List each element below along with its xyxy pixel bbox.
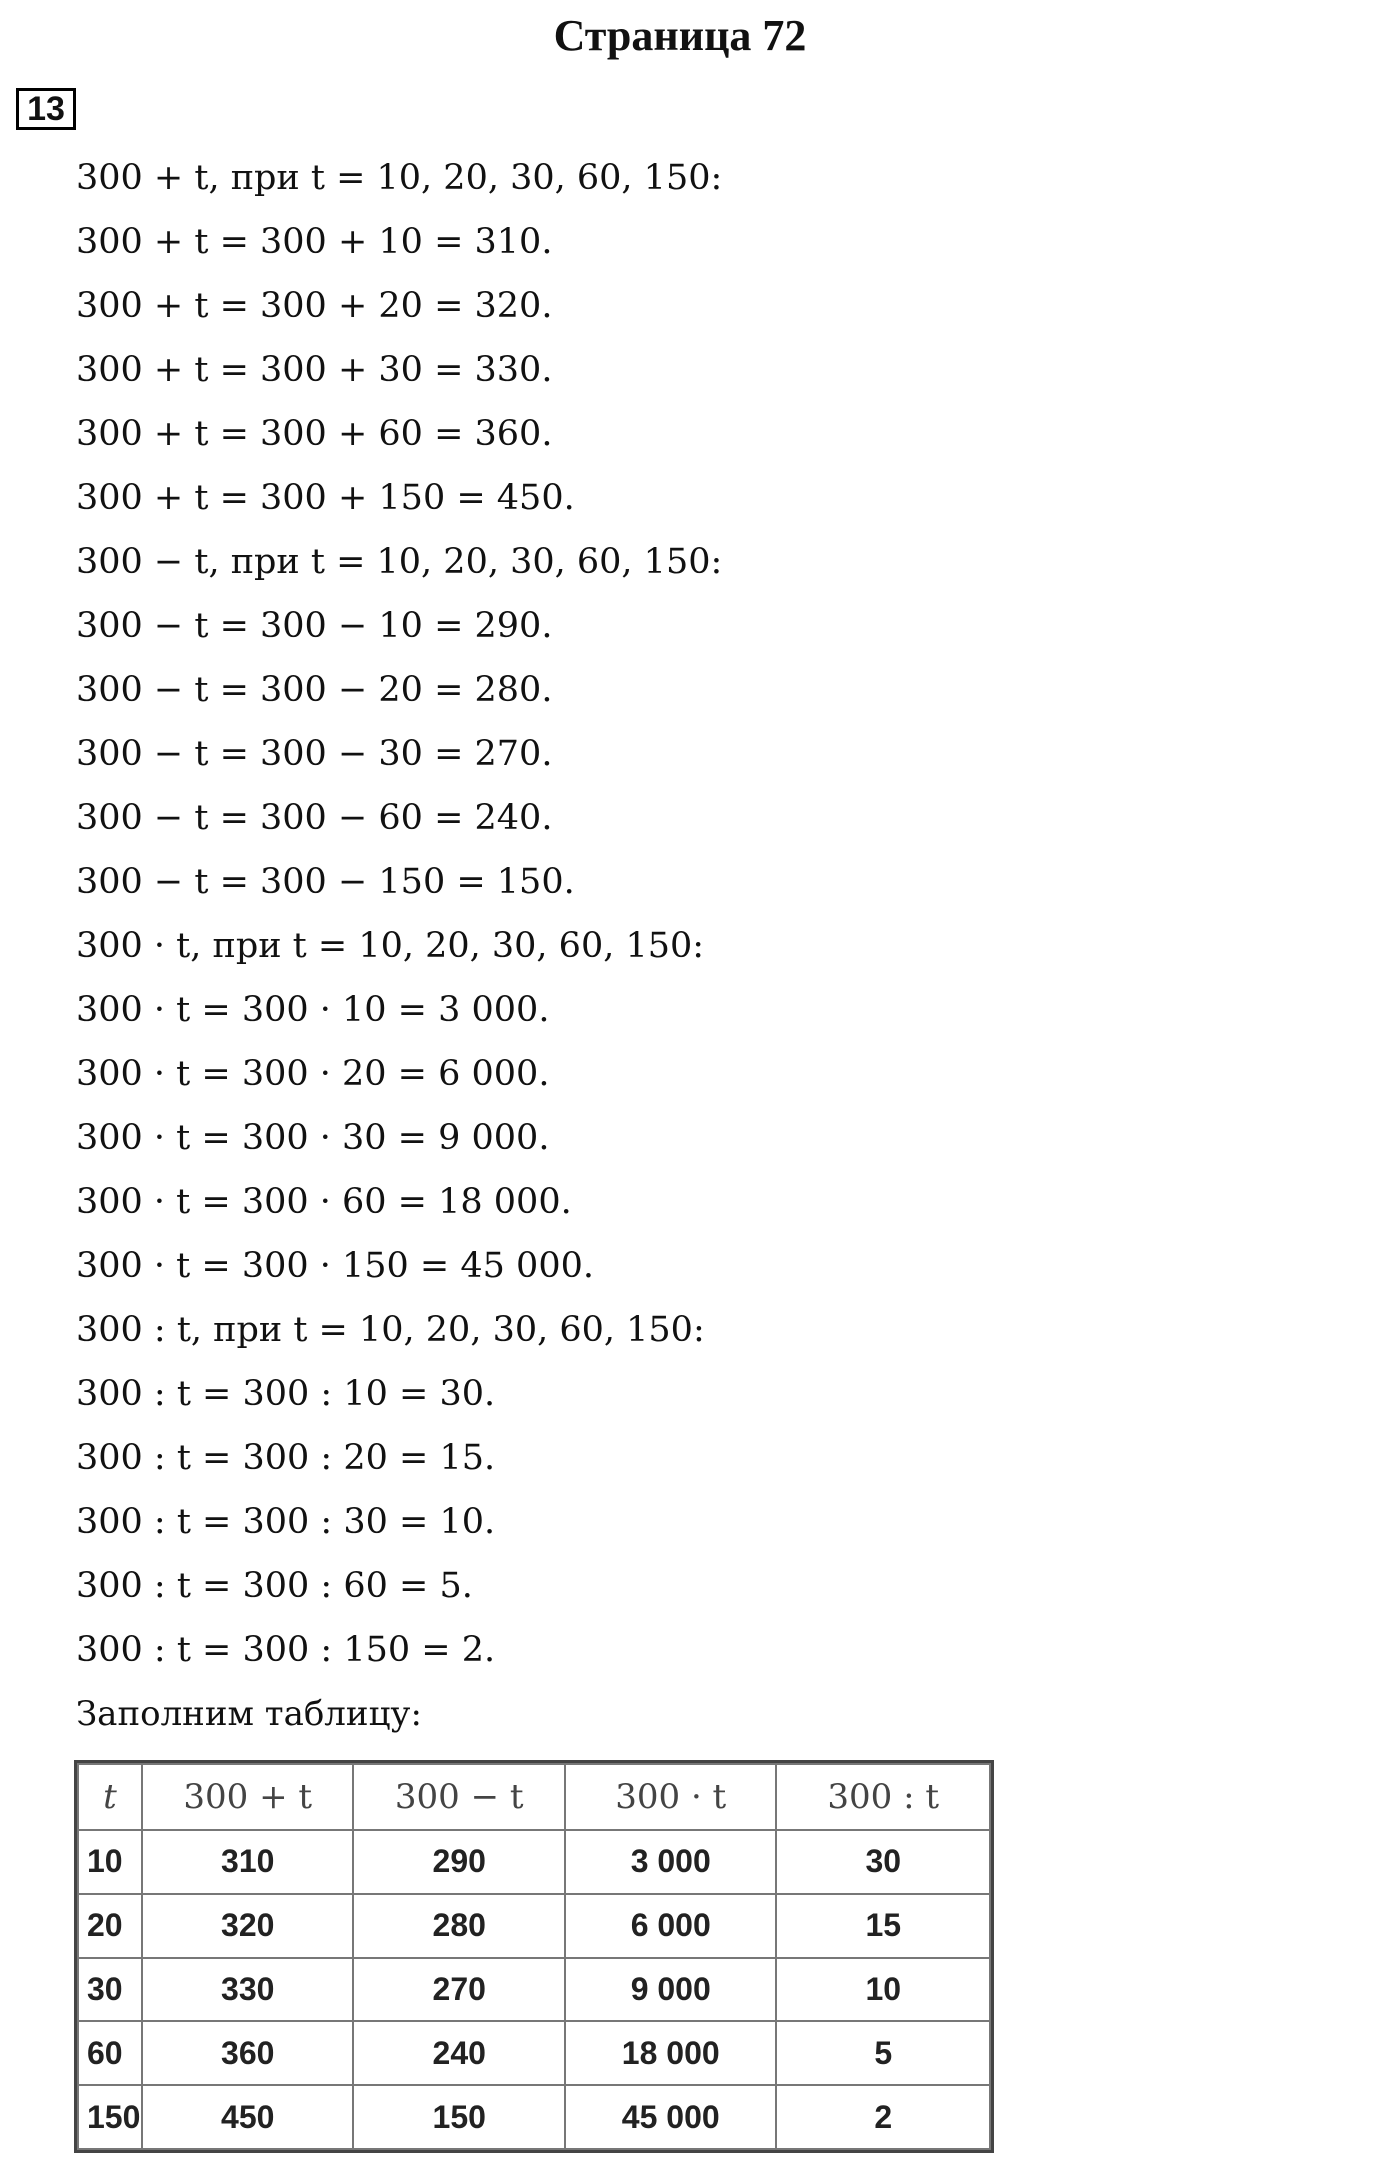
- solution-line: 300 − t, при t = 10, 20, 30, 60, 150:: [76, 542, 723, 582]
- solution-line: 300 · t = 300 · 20 = 6 000.: [76, 1054, 550, 1094]
- table-cell: 150: [353, 2085, 565, 2149]
- solution-line: 300 + t = 300 + 60 = 360.: [76, 414, 553, 454]
- table-header-cell: 300 · t: [565, 1764, 777, 1830]
- solution-line: 300 : t = 300 : 10 = 30.: [76, 1374, 496, 1414]
- table-header-cell: 300 + t: [142, 1764, 354, 1830]
- solution-line: 300 : t = 300 : 150 = 2.: [76, 1630, 496, 1670]
- table-cell: 5: [776, 2021, 990, 2085]
- table-header-cell: 300 − t: [353, 1764, 565, 1830]
- solution-line: 300 + t, при t = 10, 20, 30, 60, 150:: [76, 158, 723, 198]
- table-cell: 270: [353, 1958, 565, 2022]
- table-row: [78, 1830, 990, 1894]
- solution-line: 300 − t = 300 − 20 = 280.: [76, 670, 553, 710]
- table-row: [78, 1958, 990, 2022]
- solution-line: 300 : t = 300 : 60 = 5.: [76, 1566, 473, 1606]
- solution-line: 300 · t = 300 · 60 = 18 000.: [76, 1182, 572, 1222]
- solution-line: 300 · t = 300 · 10 = 3 000.: [76, 990, 550, 1030]
- solution-line: 300 · t = 300 · 150 = 45 000.: [76, 1246, 594, 1286]
- solution-line: 300 − t = 300 − 10 = 290.: [76, 606, 553, 646]
- table-cell: 18 000: [565, 2021, 777, 2085]
- table-cell: 240: [353, 2021, 565, 2085]
- table-caption: Заполним таблицу:: [76, 1694, 422, 1734]
- solution-lines: [76, 146, 722, 1746]
- task-number-box: 13: [16, 88, 76, 130]
- table-cell: 6 000: [565, 1894, 777, 1958]
- table-cell: 310: [142, 1830, 354, 1894]
- table-cell: 15: [776, 1894, 990, 1958]
- table-cell: 330: [142, 1958, 354, 2022]
- table-cell: 20: [78, 1894, 142, 1958]
- solution-line: 300 · t = 300 · 30 = 9 000.: [76, 1118, 550, 1158]
- values-table: [77, 1763, 991, 2150]
- solution-line: 300 + t = 300 + 150 = 450.: [76, 478, 575, 518]
- table-cell: 30: [776, 1830, 990, 1894]
- solution-line: 300 : t = 300 : 20 = 15.: [76, 1438, 496, 1478]
- table-cell: 10: [776, 1958, 990, 2022]
- table-row: [78, 2021, 990, 2085]
- solution-line: 300 − t = 300 − 150 = 150.: [76, 862, 575, 902]
- table-cell: 60: [78, 2021, 142, 2085]
- solution-line: 300 − t = 300 − 60 = 240.: [76, 798, 553, 838]
- table-header-row: [78, 1764, 990, 1830]
- solution-line: 300 + t = 300 + 10 = 310.: [76, 222, 553, 262]
- solution-line: 300 : t = 300 : 30 = 10.: [76, 1502, 496, 1542]
- solution-line: 300 · t, при t = 10, 20, 30, 60, 150:: [76, 926, 705, 966]
- solution-line: 300 + t = 300 + 20 = 320.: [76, 286, 553, 326]
- table-header-cell: t: [78, 1764, 142, 1830]
- table-header-cell: 300 : t: [776, 1764, 990, 1830]
- table-cell: 290: [353, 1830, 565, 1894]
- table-cell: 10: [78, 1830, 142, 1894]
- table-row: [78, 1894, 990, 1958]
- table-cell: 45 000: [565, 2085, 777, 2149]
- solution-line: 300 : t, при t = 10, 20, 30, 60, 150:: [76, 1310, 705, 1350]
- table-cell: 2: [776, 2085, 990, 2149]
- table-cell: 450: [142, 2085, 354, 2149]
- table-cell: 360: [142, 2021, 354, 2085]
- values-table-frame: [74, 1760, 994, 2153]
- table-cell: 30: [78, 1958, 142, 2022]
- solution-line: 300 − t = 300 − 30 = 270.: [76, 734, 553, 774]
- table-cell: 150: [78, 2085, 142, 2149]
- table-cell: 320: [142, 1894, 354, 1958]
- table-cell: 9 000: [565, 1958, 777, 2022]
- page-title: Страница 72: [553, 11, 807, 60]
- table-cell: 3 000: [565, 1830, 777, 1894]
- table-row: [78, 2085, 990, 2149]
- solution-line: 300 + t = 300 + 30 = 330.: [76, 350, 553, 390]
- table-cell: 280: [353, 1894, 565, 1958]
